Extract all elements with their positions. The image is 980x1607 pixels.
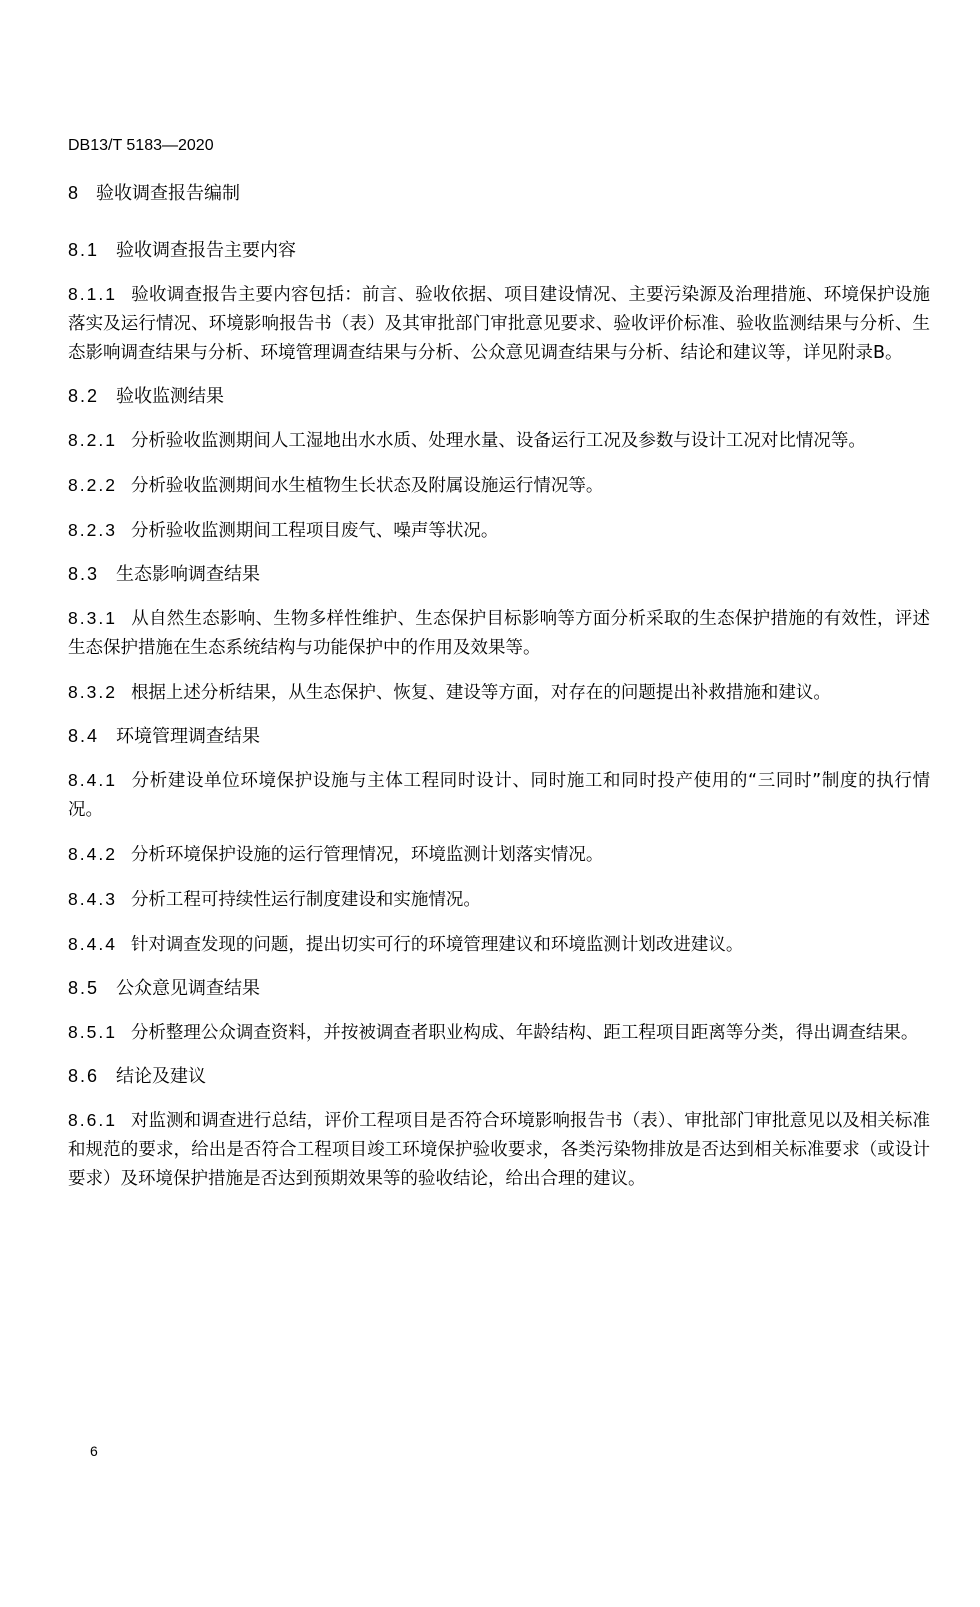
clause-text: 分析工程可持续性运行制度建设和实施情况。 bbox=[130, 890, 481, 910]
section-title: 验收监测结果 bbox=[116, 386, 224, 407]
clause-text: 根据上述分析结果，从生态保护、恢复、建设等方面，对存在的问题提出补救措施和建议。 bbox=[130, 683, 831, 703]
document-body bbox=[68, 180, 930, 1209]
clause-paragraph bbox=[68, 426, 930, 456]
section-number: 8.4 bbox=[68, 726, 100, 746]
clause-text: 分析验收监测期间水生植物生长状态及附属设施运行情况等。 bbox=[130, 476, 604, 496]
section-heading bbox=[68, 383, 930, 410]
clause-paragraph bbox=[68, 280, 930, 368]
clause-number: 8.5.1 bbox=[68, 1022, 117, 1042]
clause-number: 8.3.1 bbox=[68, 608, 117, 628]
clause-paragraph bbox=[68, 1018, 930, 1048]
section-number: 8.3 bbox=[68, 564, 100, 584]
clause-number: 8.1.1 bbox=[68, 284, 117, 304]
chapter-heading bbox=[68, 180, 930, 207]
clause-text: 分析验收监测期间工程项目废气、噪声等状况。 bbox=[130, 521, 499, 541]
section-heading bbox=[68, 723, 930, 750]
clause-text: 分析整理公众调查资料，并按被调查者职业构成、年龄结构、距工程项目距离等分类，得出调查结果。 bbox=[130, 1023, 919, 1043]
clause-text: 分析验收监测期间人工湿地出水水质、处理水量、设备运行工况及参数与设计工况对比情况等。 bbox=[130, 431, 866, 451]
clause-number: 8.2.1 bbox=[68, 430, 117, 450]
clause-paragraph bbox=[68, 885, 930, 915]
clause-text: 从自然生态影响、生物多样性维护、生态保护目标影响等方面分析采取的生态保护措施的有效性，评述生态保护措施在生态系统结构与功能保护中的作用及效果等。 bbox=[68, 609, 930, 658]
clause-paragraph bbox=[68, 471, 930, 501]
section-number: 8.5 bbox=[68, 978, 100, 998]
clause-text: 对监测和调查进行总结，评价工程项目是否符合环境影响报告书（表）、审批部门审批意见以及相关标准和规范的要求，给出是否符合工程项目竣工环境保护验收要求，各类污染物排放是否达到相关标准要求（或设计要求）及环境保护措施是否达到预期效果等的验收结论，给出合理的建议。 bbox=[68, 1111, 930, 1189]
section-title: 结论及建议 bbox=[116, 1066, 206, 1087]
chapter-number: 8 bbox=[68, 183, 81, 203]
section-title: 生态影响调查结果 bbox=[116, 564, 260, 585]
clause-paragraph bbox=[68, 678, 930, 708]
clause-text: 分析环境保护设施的运行管理情况，环境监测计划落实情况。 bbox=[130, 845, 604, 865]
section-number: 8.6 bbox=[68, 1066, 100, 1086]
section-heading bbox=[68, 561, 930, 588]
clause-paragraph bbox=[68, 766, 930, 825]
clause-number: 8.4.1 bbox=[68, 770, 117, 790]
clause-paragraph bbox=[68, 840, 930, 870]
document-code-header: DB13/T 5183—2020 bbox=[68, 137, 214, 154]
section-heading bbox=[68, 1063, 930, 1090]
clause-number: 8.4.2 bbox=[68, 844, 117, 864]
section-number: 8.1 bbox=[68, 240, 100, 260]
clause-paragraph bbox=[68, 930, 930, 960]
clause-text: 针对调查发现的问题，提出切实可行的环境管理建议和环境监测计划改进建议。 bbox=[130, 935, 744, 955]
clause-number: 8.3.2 bbox=[68, 682, 117, 702]
clause-paragraph bbox=[68, 604, 930, 663]
clause-paragraph bbox=[68, 1106, 930, 1194]
clause-number: 8.4.3 bbox=[68, 889, 117, 909]
clause-number: 8.4.4 bbox=[68, 934, 117, 954]
clause-text: 验收调查报告主要内容包括：前言、验收依据、项目建设情况、主要污染源及治理措施、环境保护设施落实及运行情况、环境影响报告书（表）及其审批部门审批意见要求、验收评价标准、验收监测结果与分析、生态影响调查结果与分析、环境管理调查结果与分析、公众意见调查结果与分析、结论和建议等，详见附录B。 bbox=[68, 285, 930, 363]
section-title: 环境管理调查结果 bbox=[116, 726, 260, 747]
clause-number: 8.2.2 bbox=[68, 475, 117, 495]
clause-paragraph bbox=[68, 516, 930, 546]
clause-text: 分析建设单位环境保护设施与主体工程同时设计、同时施工和同时投产使用的“三同时”制度的执行情况。 bbox=[68, 771, 930, 820]
section-heading bbox=[68, 237, 930, 264]
section-title: 公众意见调查结果 bbox=[116, 978, 260, 999]
section-heading bbox=[68, 975, 930, 1002]
clause-number: 8.2.3 bbox=[68, 520, 117, 540]
page-number: 6 bbox=[90, 1443, 98, 1459]
section-number: 8.2 bbox=[68, 386, 100, 406]
clause-number: 8.6.1 bbox=[68, 1110, 117, 1130]
chapter-title: 验收调查报告编制 bbox=[96, 183, 240, 204]
section-title: 验收调查报告主要内容 bbox=[116, 240, 296, 261]
